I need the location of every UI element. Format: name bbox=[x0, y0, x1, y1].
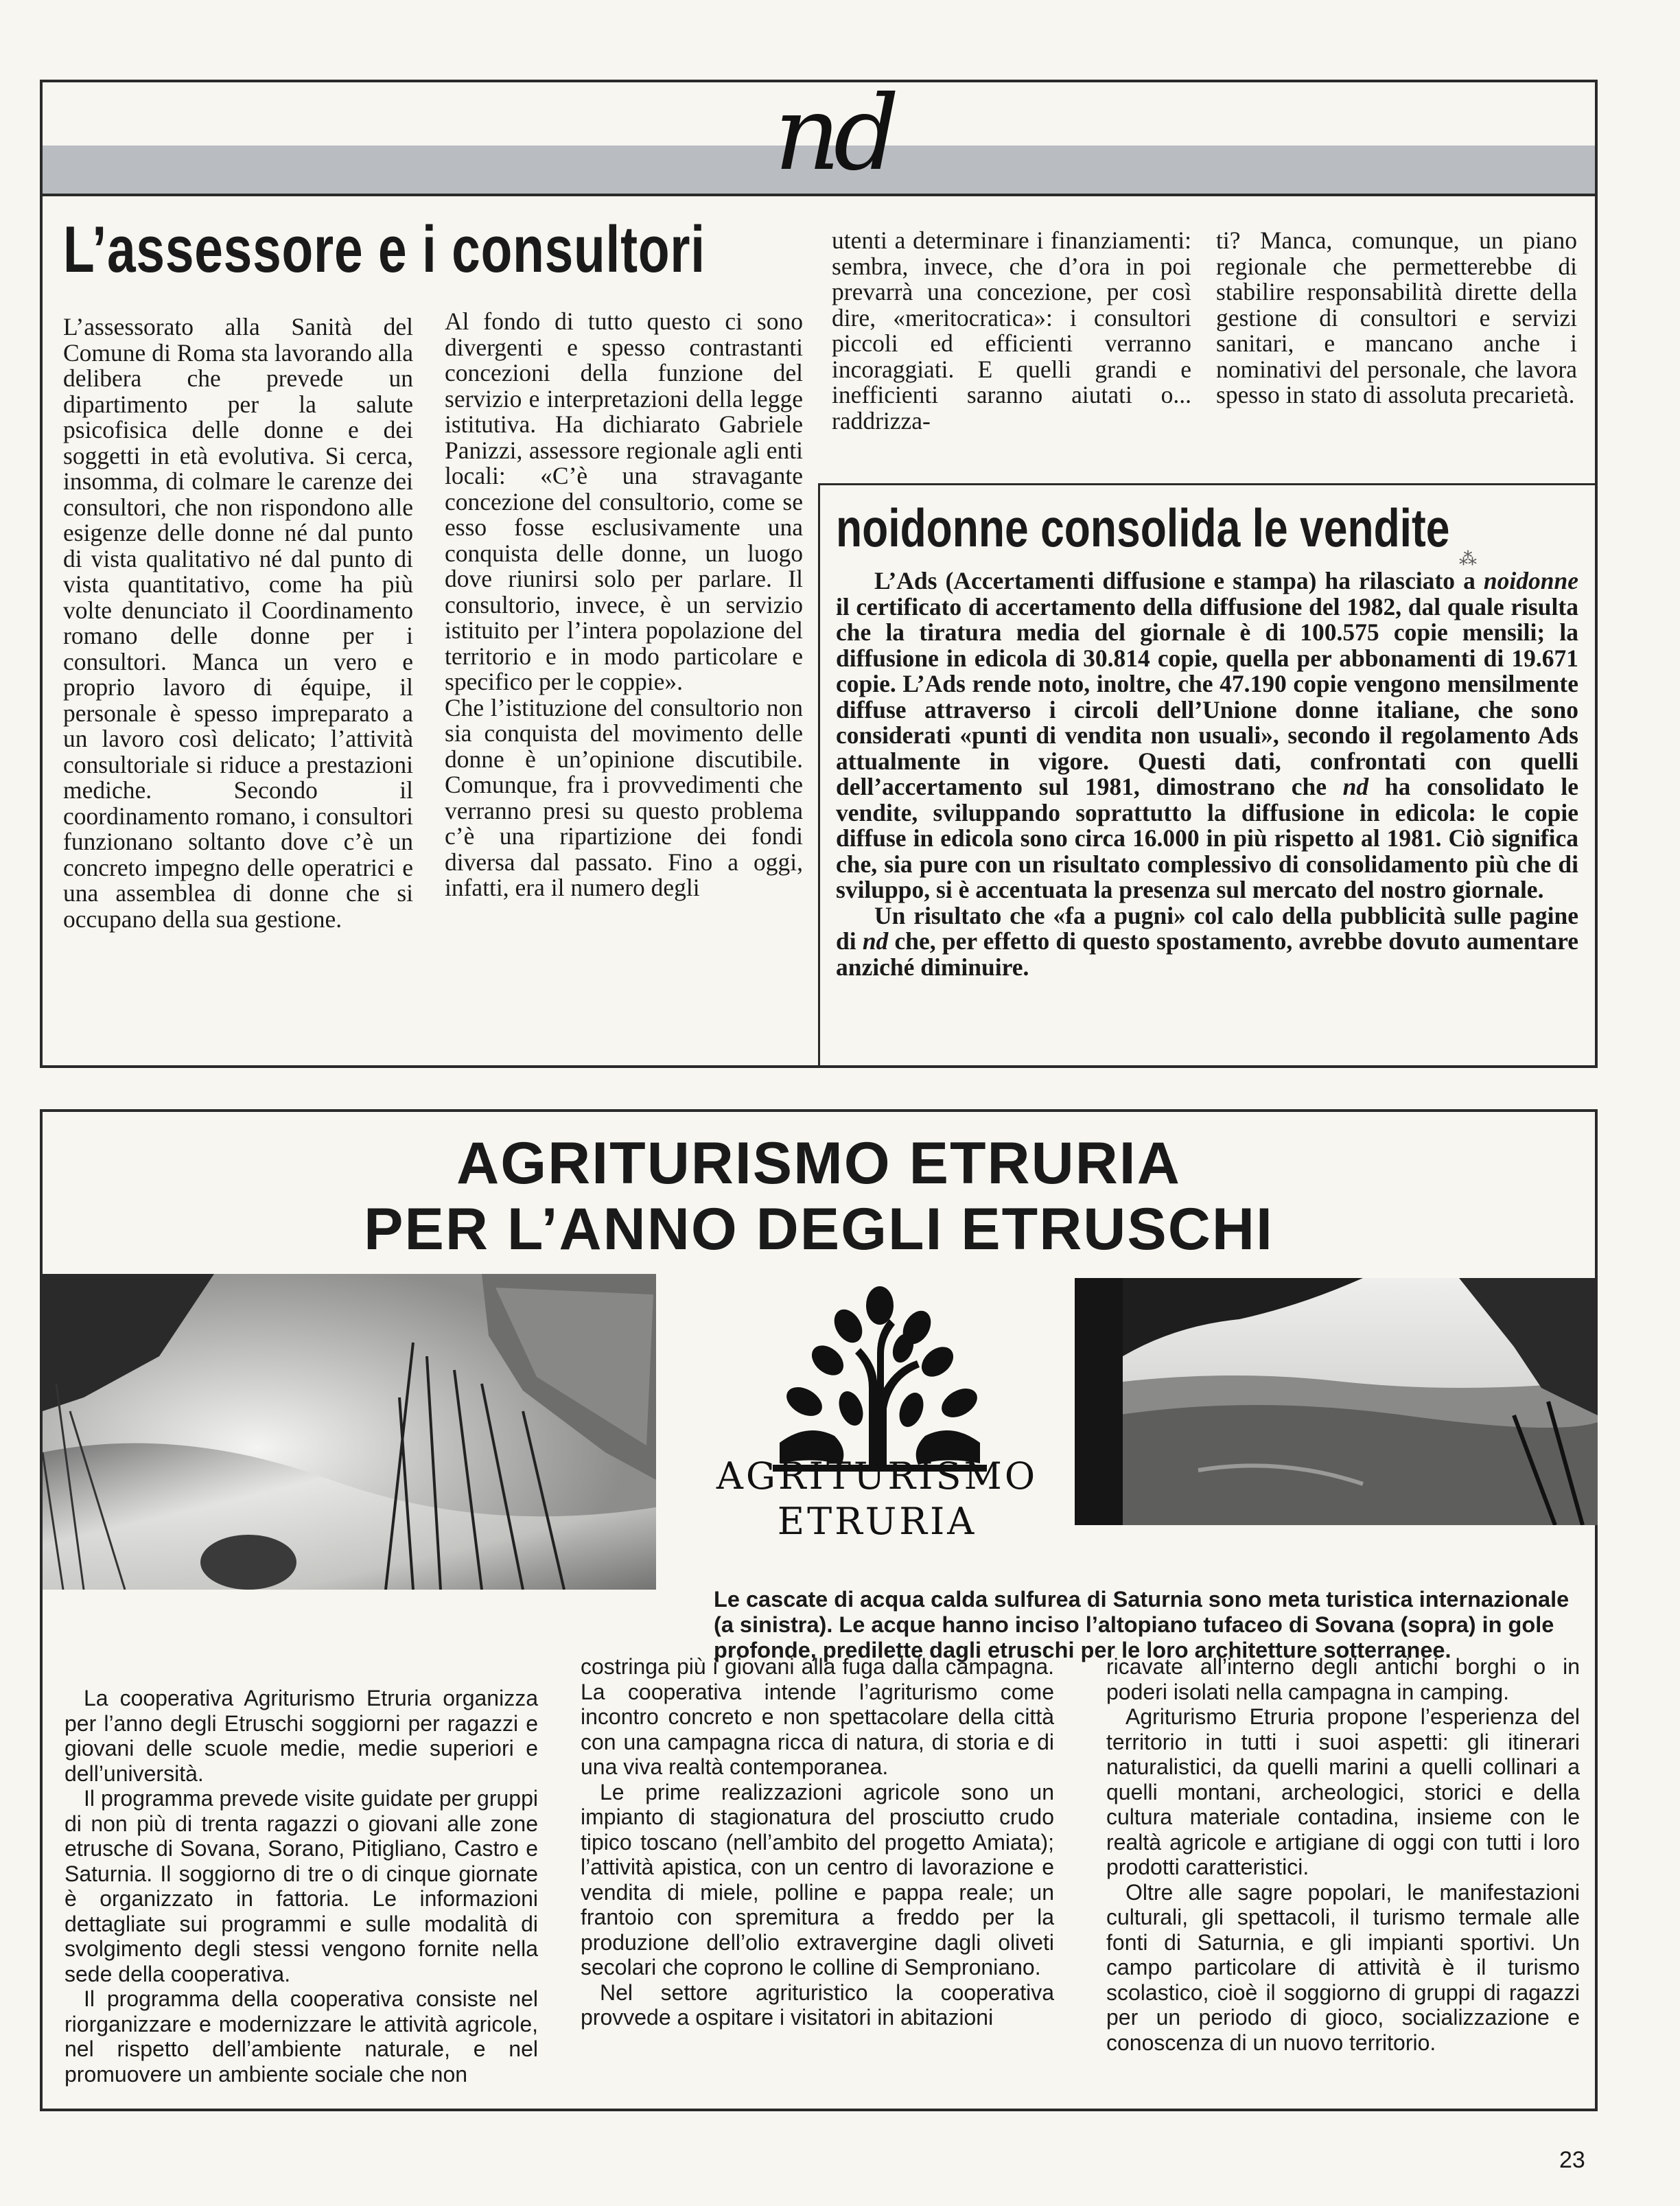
article1-col1-para: L’assessorato alla Sanità del Comune di Roma sta lavorando alla delibera che prevede un dipartimento per la salute psicofisica delle donne e dei soggetti in età evolutiva. Si cerca, insomma, di colmare le carenze dei consultori, che non rispondono alle esigenze delle donne né dal punto di vista qualitativo né dal punto di vista quantitativo, come ha più volte denunciato il Coordinamento romano delle donne per i consultori. Manca un vero e proprio lavoro di équipe, il personale è spesso impreparato a un lavoro così delicato; l’attività consultoriale si riduce a prestazioni mediche. Secondo il coordinamento romano, i consultori funzionano soltanto dove c’è un concreto impegno delle operatrici e una assemblea di donne che si occupano della sua gestione. bbox=[63, 313, 413, 933]
article2-para1 bbox=[836, 568, 1578, 903]
article3-col2-para2: Le prime realizzazioni agricole sono un impianto di stagionatura del prosciutto crudo tipico toscano (nell’ambito del progetto Amiata); l’attività apistica, con un centro di lavorazione e vendita di miele, polline e pappa reale; un frantoio con spremitura a freddo per la produzione dell’olio extravergine dagli oliveti secolari che coprono le colline di Semproniano. bbox=[581, 1779, 1054, 1979]
article2-title: noidonne consolida le vendite bbox=[836, 498, 1450, 558]
article1-col2 bbox=[445, 309, 803, 901]
article3-col1-para3: Il programma della cooperativa consiste nel riorganizzare e modernizzare le attività agricole, nel rispetto dell’ambiente naturale, e nel promuovere un ambiente sociale che non bbox=[65, 1986, 538, 2087]
saturnia-waterfall-photo bbox=[43, 1274, 656, 1590]
article1-col1 bbox=[63, 314, 413, 932]
article2-p1-c: ha consolidato le vendite, sviluppando soprattutto la diffusione in edicola: le copie diffuse in edicola sono circa 16.000 in più rispetto al 1981. Ciò significa che, sia pure con un risultato complessivo di consolidamento più che di sviluppo, si è accentuata la presenza sul mercato del nostro giornale. bbox=[836, 773, 1578, 903]
photo-caption: Le cascate di acqua calda sulfurea di Saturnia sono meta turistica internazionale (a sinistra). Le acque hanno inciso l’altopiano tufaceo di Sovana (sopra) in gole profonde, predilette dagli etruschi per le loro architetture sotterranee. bbox=[714, 1587, 1570, 1662]
article2-body bbox=[836, 568, 1578, 980]
header-rule bbox=[43, 194, 1595, 196]
ornament-icon: ⁂ bbox=[1459, 549, 1477, 569]
sovana-gorge-photo bbox=[1075, 1278, 1598, 1525]
article1-col4 bbox=[1216, 228, 1577, 408]
article2-p1-em2: nd bbox=[1342, 773, 1369, 800]
article2-p2-em: nd bbox=[862, 927, 889, 955]
article1-col3-para: utenti a determinare i finanziamenti: sembra, invece, che d’ora in poi prevarrà una concezione, per così dire, «meritocratica»: i consultori piccoli ed efficienti verranno incoraggiati. E quelli grandi e inefficienti saranno aiutati o... raddrizza- bbox=[832, 227, 1191, 434]
article3-col2-para3: Nel settore agrituristico la cooperativa provvede a ospitare i visitatori in abitazioni bbox=[581, 1979, 1054, 2030]
magazine-logo: nd bbox=[774, 74, 893, 194]
article2-p2-a: Un risultato che «fa a pugni» col calo della pubblicità sulle pagine di bbox=[836, 901, 1578, 955]
article1-col4-para: ti? Manca, comunque, un piano regionale che permetterebbe di stabilire responsabilità dirette della gestione di consultori e servizi sanitari, e mancano anche i nominativi del personale, che lavora spesso in stato di assoluta precarietà. bbox=[1216, 227, 1577, 408]
article3-col3-para3: Oltre alle sagre popolari, le manifestazioni culturali, gli spettacoli, il turismo termale alle fonti di Saturnia, e gli impianti sportivi. Un campo particolare di attività è il turismo scolastico, cioè il soggiorno di gruppi di ragazzi per un periodo di gioco, socializzazione e conoscenza di un nuovo territorio. bbox=[1106, 1879, 1580, 2055]
article3-title-line1: AGRITURISMO ETRURIA bbox=[456, 1130, 1181, 1196]
article3-col3 bbox=[1106, 1654, 1580, 2055]
article2-para2 bbox=[836, 903, 1578, 981]
article3-col1 bbox=[65, 1686, 538, 2087]
page-number: 23 bbox=[1559, 2147, 1585, 2173]
article2-p1-b: il certificato di accertamento della diffusione del 1982, dal quale risulta che la tiratura media del giornale è di 100.575 copie mensili; la diffusione in edicola di 30.814 copie, quella per abbonamenti di 19.671 copie. L’Ads rende noto, inoltre, che 47.190 copie vengono mensilmente diffuse attraverso i circoli dell’Unione donne italiane, che sono considerati «punti di vendita non usuali», secondo il regolamento Ads attualmente in vigore. Questi dati, confrontati con quelli dell’accertamento sul 1981, dimostrano che bbox=[836, 592, 1578, 800]
article2-p1-a: L’Ads (Accertamenti diffusione e stampa) ha rilasciato a bbox=[874, 567, 1484, 594]
article1-col2-para2: Che l’istituzione del consultorio non sia conquista del movimento delle donne è un’opinione discutibile. Comunque, fra i provvedimenti che verranno presi su questo problema c’è una ripartizione dei fondi diversa dal passato. Fino a oggi, infatti, era il numero degli bbox=[445, 693, 803, 901]
article3-col3-para2: Agriturismo Etruria propone l’esperienza del territorio in tutti i suoi aspetti: gli itinerari naturalistici, da quelli marini a quelli collinari a quelli montani, archeologici, storici e della cultura materiale contadina, insieme con le realtà agricole e artigiane di oggi con tutti i loro prodotti caratteristici. bbox=[1106, 1704, 1580, 1879]
article3-title-line2: PER L’ANNO DEGLI ETRUSCHI bbox=[364, 1196, 1274, 1262]
logo-text-line1: AGRITURISMO bbox=[716, 1454, 1038, 1498]
article1-col3 bbox=[832, 228, 1191, 434]
agriturismo-tree-logo-icon bbox=[766, 1285, 994, 1472]
article3-col3-para1: ricavate all’interno degli antichi borghi o in poderi isolati nella campagna in camping. bbox=[1106, 1654, 1580, 1704]
article3-col1-para2: Il programma prevede visite guidate per gruppi di non più di trenta ragazzi o giovani alle zone etrusche di Sovana, Sorano, Pitigliano, Castro e Saturnia. Il soggiorno di tre o di cinque giornate è organizzato in fattoria. Le informazioni dettagliate sui programmi e sulle modalità di svolgimento degli stessi vengono fornite nella sede della cooperativa. bbox=[65, 1786, 538, 1986]
article3-col2-para1: costringa più i giovani alla fuga dalla campagna. La cooperativa intende l’agriturismo come incontro concreto e non spettacolare della città con una campagna ricca di natura, di storia e di una viva realtà contemporanea. bbox=[581, 1654, 1054, 1779]
article2-p1-em: noidonne bbox=[1483, 567, 1578, 594]
article2-p2-b: che, per effetto di questo spostamento, avrebbe dovuto aumentare anziché diminuire. bbox=[836, 927, 1579, 981]
logo-text-line2: ETRURIA bbox=[777, 1500, 977, 1543]
article3-col2 bbox=[581, 1654, 1054, 2030]
article1-title: L’assessore e i consultori bbox=[63, 213, 705, 286]
article3-col1-para1: La cooperativa Agriturismo Etruria organizza per l’anno degli Etruschi soggiorni per ragazzi e giovani delle scuole medie, medie superiori e dell’università. bbox=[65, 1686, 538, 1786]
article1-col2-para1: Al fondo di tutto questo ci sono divergenti e spesso contrastanti concezioni della funzione del servizio e interpretazioni della legge istitutiva. Ha dichiarato Gabriele Panizzi, assessore regionale agli enti locali: «C’è una stravagante concezione del consultorio, come se esso fosse esclusivamente una conquista delle donne, un luogo dove riunirsi solo per parlare. Il consultorio, invece, è un servizio istituito per l’intera popolazione del territorio e in modo particolare e specifico per le coppie». bbox=[445, 307, 803, 695]
